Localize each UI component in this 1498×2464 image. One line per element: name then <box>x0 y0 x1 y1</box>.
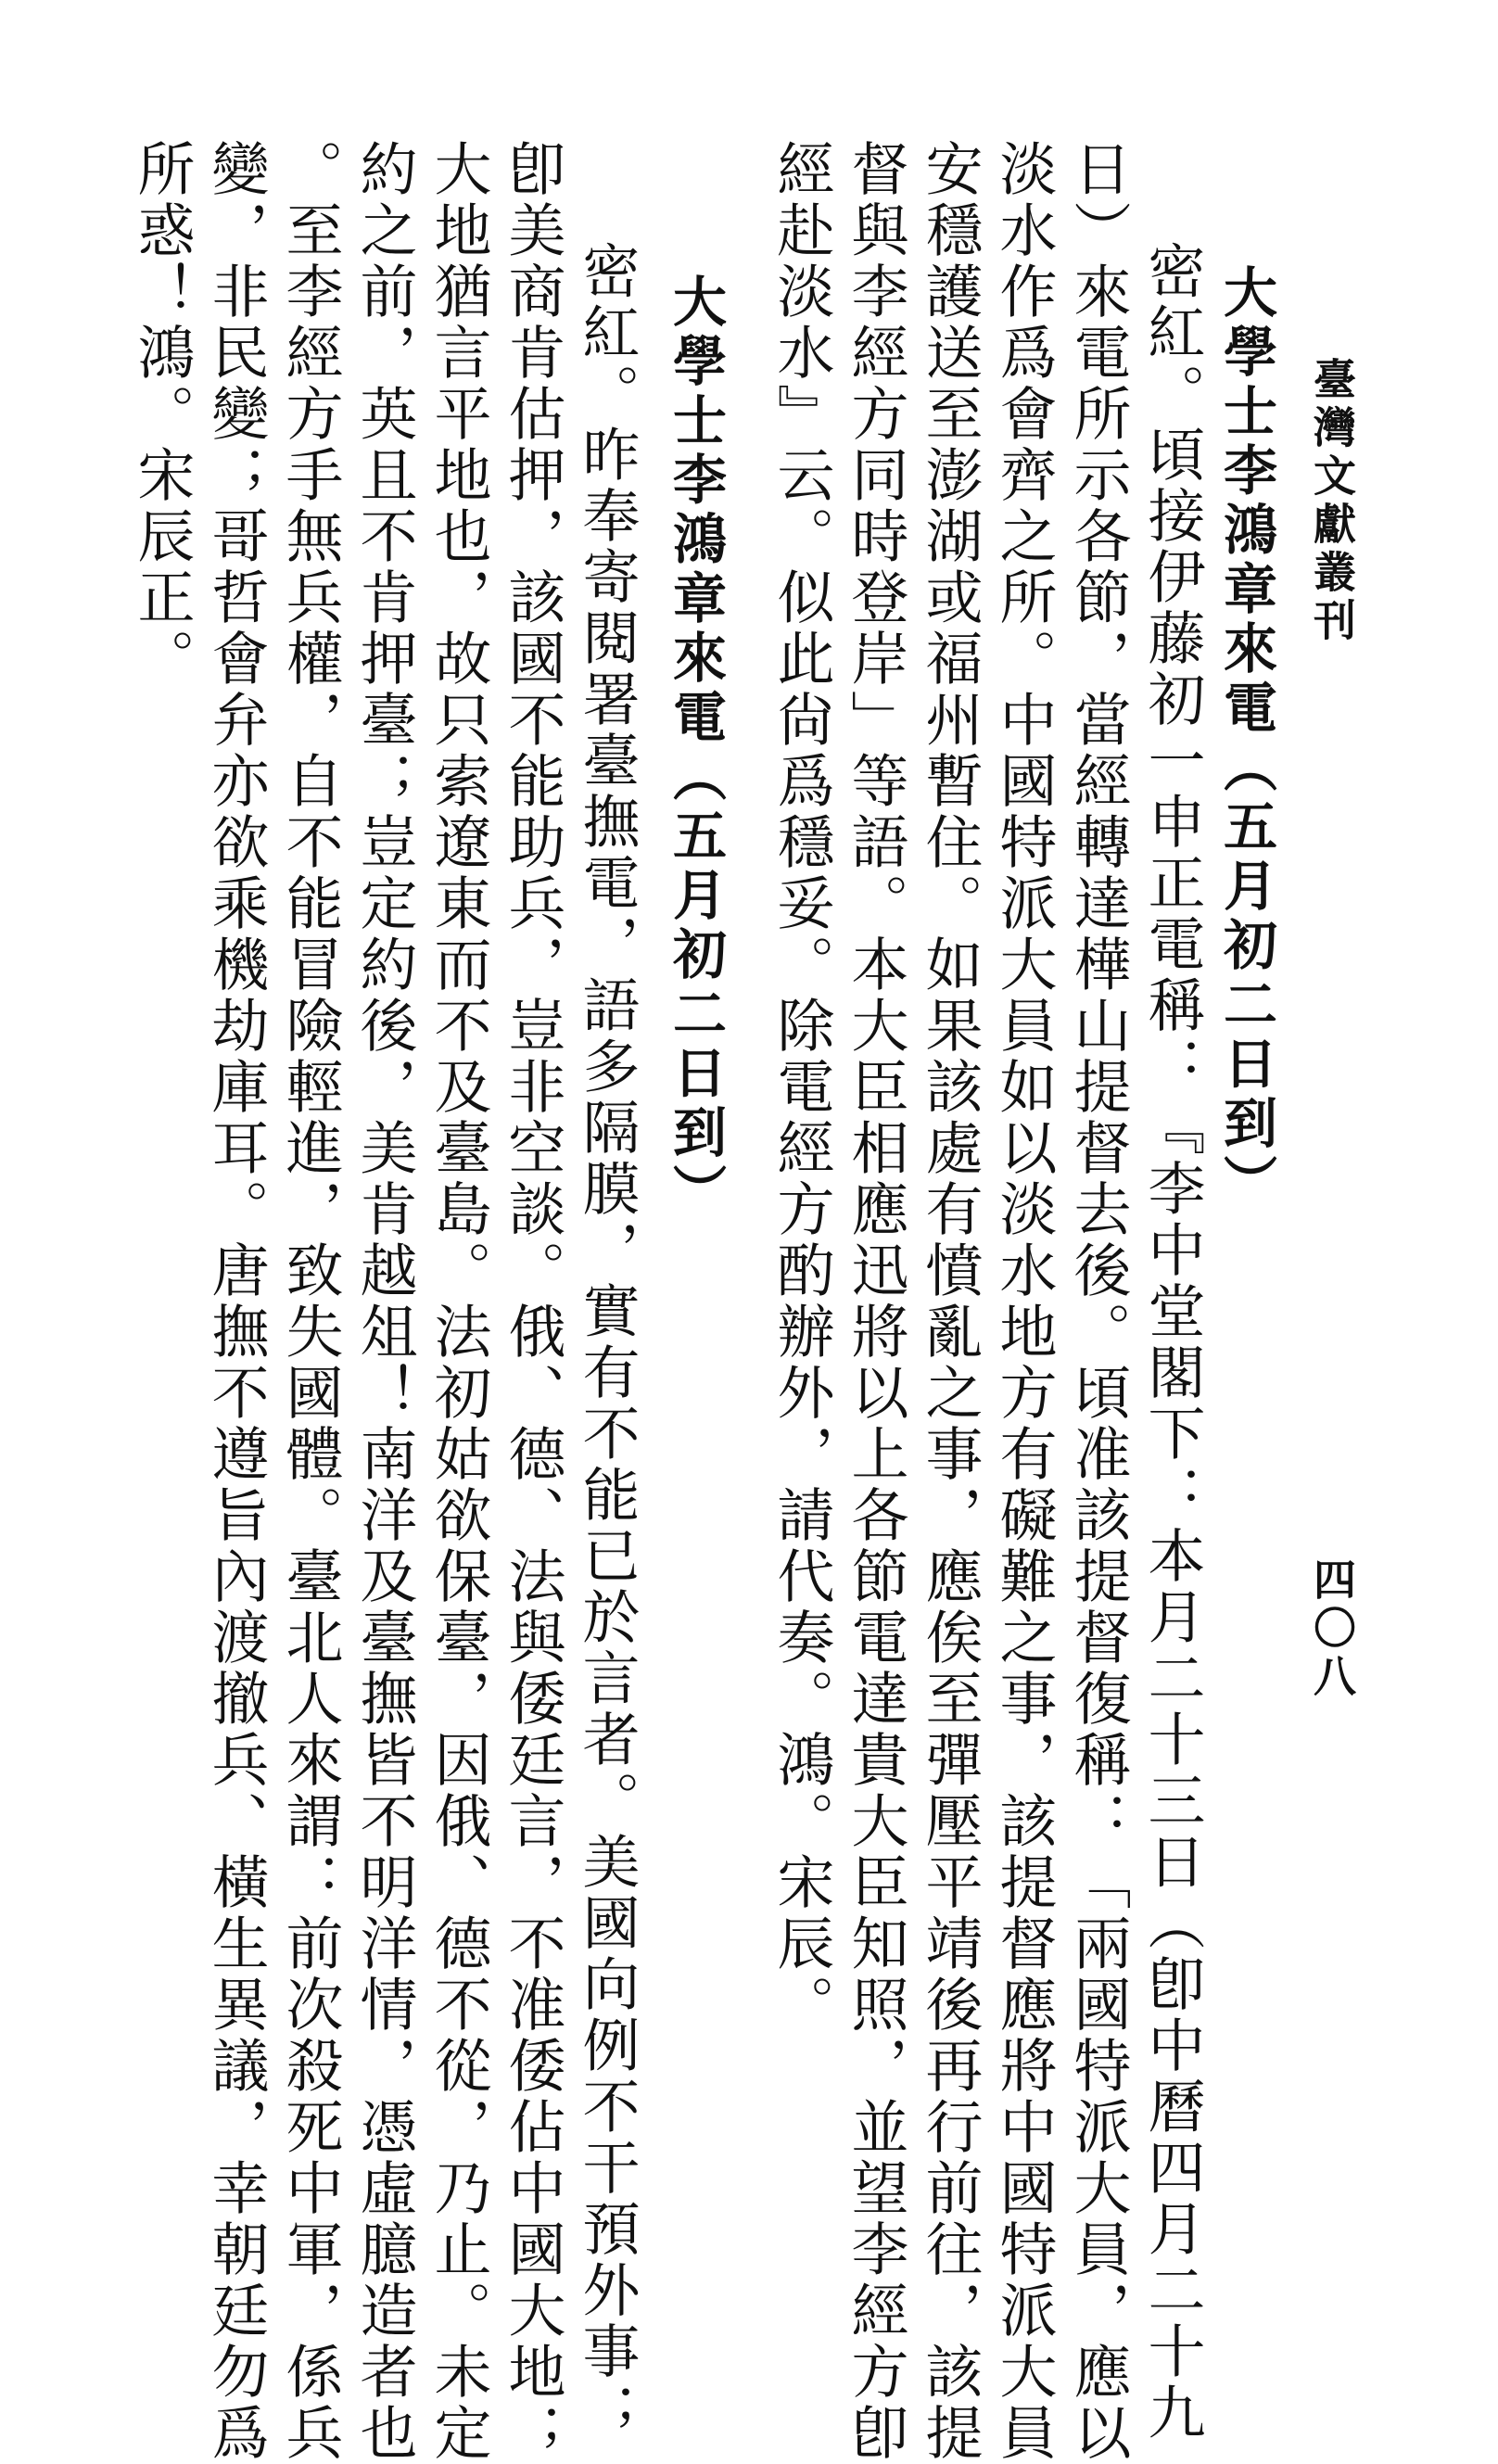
page-number: 四〇八 <box>1307 1557 1357 1702</box>
document2-line-1: 密紅。昨奉寄閱署臺撫電，語多隔膜，實有不能已於言者。美國向例不干預外事； <box>573 241 641 2444</box>
document2-line-5: 。至李經方手無兵權，自不能冒險輕進，致失國體。臺北人來謂：前次殺死中軍，係兵 <box>276 139 344 2464</box>
document2-title: 大學士李鴻章來電（五月初二日到） <box>664 273 727 1223</box>
document1-title: 大學士李鴻章來電（五月初二日到） <box>1214 264 1277 1213</box>
document1-line-2: 日）來電所示各節，當經轉達樺山提督去後。頃准該提督復稱：「兩國特派大員，應以 <box>1064 139 1132 2464</box>
document2-line-3: 大地猶言平地也，故只索遼東而不及臺島。法初姑欲保臺，因俄、德不從，乃止。未定 <box>425 139 492 2464</box>
series-title: 臺灣文獻叢刊 <box>1307 357 1357 646</box>
document2-line-7: 所惑！鴻。宋辰正。 <box>128 139 196 690</box>
document1-line-5: 督與李經方同時登岸」等語。本大臣相應迅將以上各節電達貴大臣知照，並望李經方卽 <box>842 139 909 2464</box>
document1-line-3: 淡水作爲會齊之所。中國特派大員如以淡水地方有礙難之事，該提督應將中國特派大員 <box>990 139 1058 2464</box>
document2-line-6: 變，非民變；哥哲會弁亦欲乘機劫庫耳。唐撫不遵旨內渡撤兵、橫生異議，幸朝廷勿爲 <box>202 139 270 2464</box>
document2-line-2: 卽美商肯估押，該國不能助兵，豈非空談。俄、德、法與倭廷言，不准倭佔中國大地； <box>499 139 566 2464</box>
document2-line-4: 約之前，英且不肯押臺；豈定約後，美肯越俎！南洋及臺撫皆不明洋情，憑虛臆造者也 <box>350 139 418 2464</box>
document1-line-6: 經赴淡水』云。似此尙爲穩妥。除電經方酌辦外，請代奏。鴻。宋辰。 <box>768 139 835 2036</box>
document1-line-4: 安穩護送至澎湖或福州暫住。如果該處有憤亂之事，應俟至彈壓平靖後再行前往，該提 <box>916 139 984 2464</box>
document1-line-1: 密紅。頃接伊藤初一申正電稱：『李中堂閣下：本月二十三日（卽中曆四月二十九 <box>1138 241 1206 2444</box>
